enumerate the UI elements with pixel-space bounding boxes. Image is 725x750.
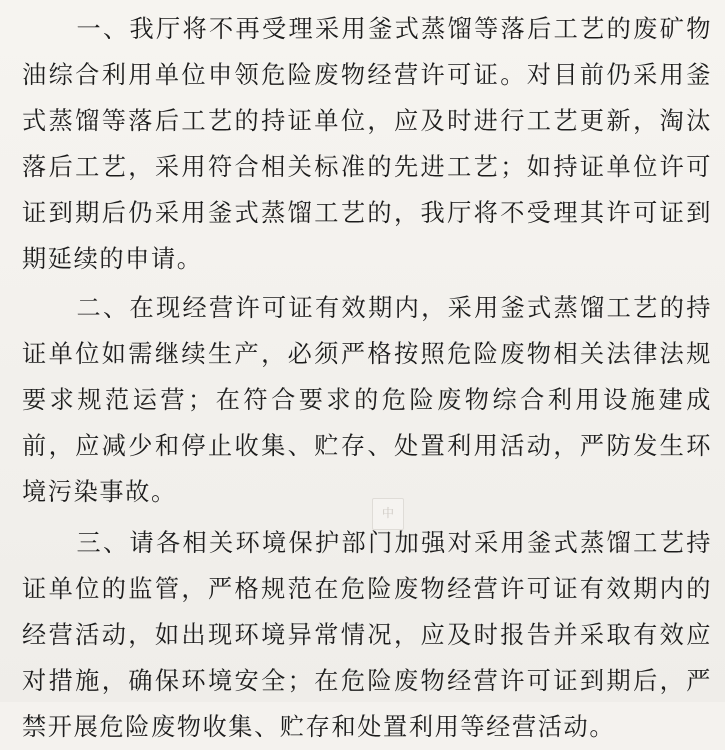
document-body [22, 6, 712, 750]
paragraph-2: 二、在现经营许可证有效期内，采用釜式蒸馏工艺的持证单位如需继续生产，必须严格按照危险废物相关法律法规要求规范运营；在符合要求的危险废物综合利用设施建成前，应减少和停止收集、贮存、处置利用活动，严防发生环境污染事故。 [22, 294, 712, 506]
paragraph-1: 一、我厅将不再受理采用釜式蒸馏等落后工艺的废矿物油综合利用单位申领危险废物经营许可证。对目前仍采用釜式蒸馏等落后工艺的持证单位，应及时进行工艺更新，淘汰落后工艺，采用符合相关标准的先进工艺；如持证单位许可证到期后仍采用釜式蒸馏工艺的，我厅将不受理其许可证到期延续的申请。 [22, 15, 712, 273]
paragraph-3: 三、请各相关环境保护部门加强对采用釜式蒸馏工艺持证单位的监管，严格规范在危险废物经营许可证有效期内的经营活动，如出现环境异常情况，应及时报告并采取有效应对措施，确保环境安全；在危险废物经营许可证到期后，严禁开展危险废物收集、贮存和处置利用等经营活动。 [22, 529, 712, 741]
watermark-icon: 中 [372, 498, 404, 530]
